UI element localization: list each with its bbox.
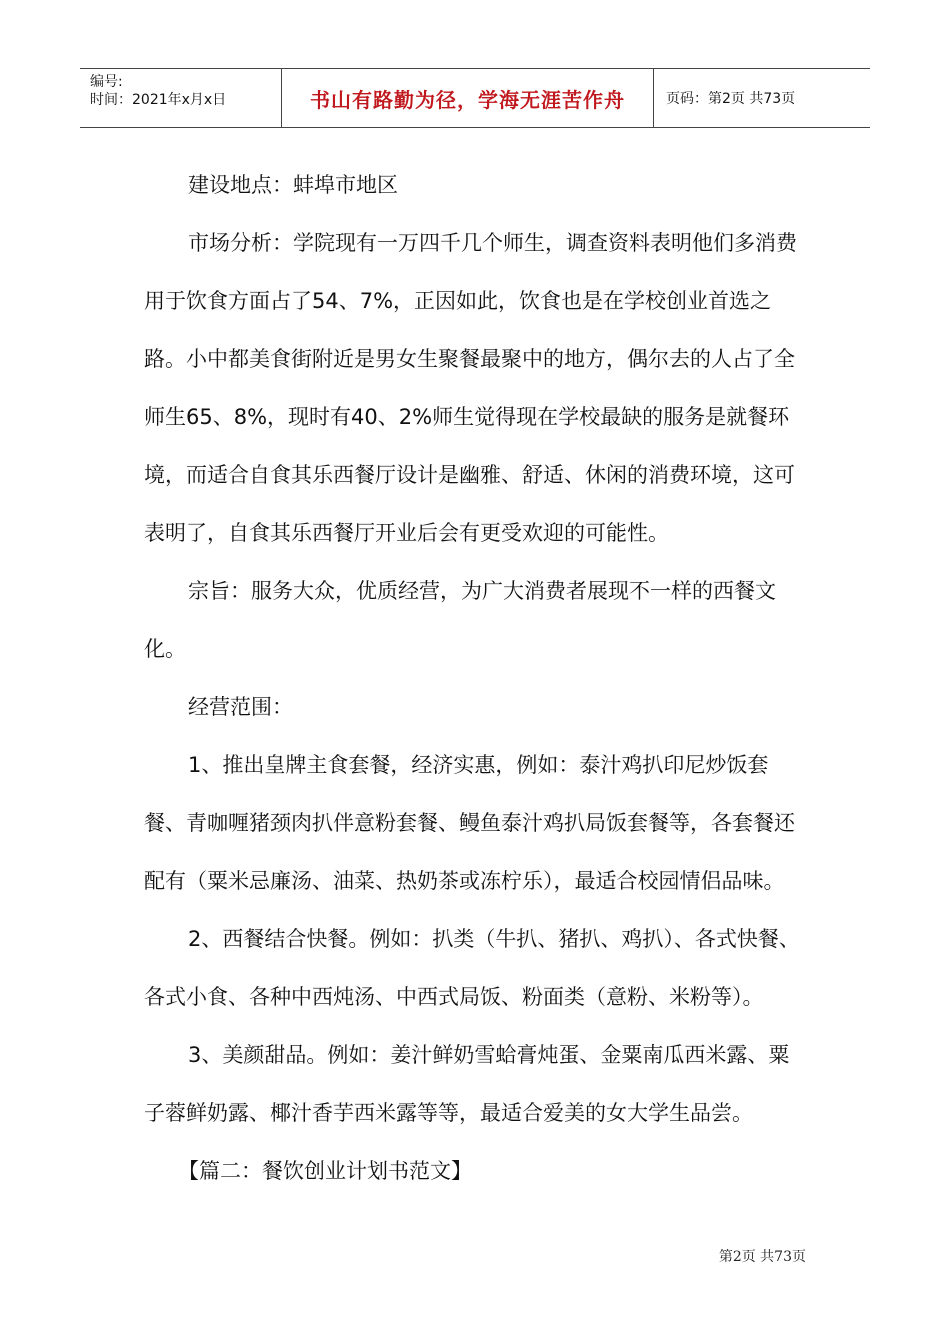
paragraph-item-1: 1、推出皇牌主食套餐，经济实惠，例如：泰汁鸡扒印尼炒饭套餐、青咖喱猪颈肉扒伴意粉套餐、鳗鱼泰汁鸡扒局饭套餐等，各套餐还配有（粟米忌廉汤、油菜、热奶茶或冻柠乐），最适合校园情侣品味。 [144, 753, 795, 893]
paragraph-item-2: 2、西餐结合快餐。例如：扒类（牛扒、猪扒、鸡扒）、各式快餐、各式小食、各种中西炖汤、中西式局饭、粉面类（意粉、米粉等）。 [144, 927, 800, 1009]
header-meta [80, 69, 282, 127]
section-heading: 【篇二：餐饮创业计划书范文】 [178, 1159, 472, 1183]
document-body [144, 156, 810, 1200]
page-footer: 第2页 共73页 [718, 1249, 806, 1265]
paragraph-location: 建设地点：蚌埠市地区 [188, 173, 398, 197]
header-motto: 书山有路勤为径，学海无涯苦作舟 [282, 69, 654, 127]
page-header [80, 68, 870, 128]
paragraph-purpose: 宗旨：服务大众，优质经营，为广大消费者展现不一样的西餐文化。 [144, 579, 776, 661]
header-page-info: 页码：第2页 共73页 [666, 91, 796, 107]
paragraph-market-analysis: 市场分析：学院现有一万四千几个师生，调查资料表明他们多消费用于饮食方面占了54、7%，正因如此，饮食也是在学校创业首选之路。小中都美食街附近是男女生聚餐最聚中的地方，偶尔去的人占了全师生65、8%，现时有40、2%师生觉得现在学校最缺的服务是就餐环境，而适合自食其乐西餐厅设计是幽雅、舒适、休闲的消费环境，这可表明了，自食其乐西餐厅开业后会有更受欢迎的可能性。 [144, 231, 797, 545]
paragraph-scope-title: 经营范围： [188, 695, 293, 719]
time-label: 时间：2021年x月x日 [90, 92, 227, 108]
number-label: 编号: [90, 74, 123, 90]
paragraph-item-3: 3、美颜甜品。例如：姜汁鲜奶雪蛤膏炖蛋、金粟南瓜西米露、粟子蓉鲜奶露、椰汁香芋西米露等等，最适合爱美的女大学生品尝。 [144, 1043, 790, 1125]
